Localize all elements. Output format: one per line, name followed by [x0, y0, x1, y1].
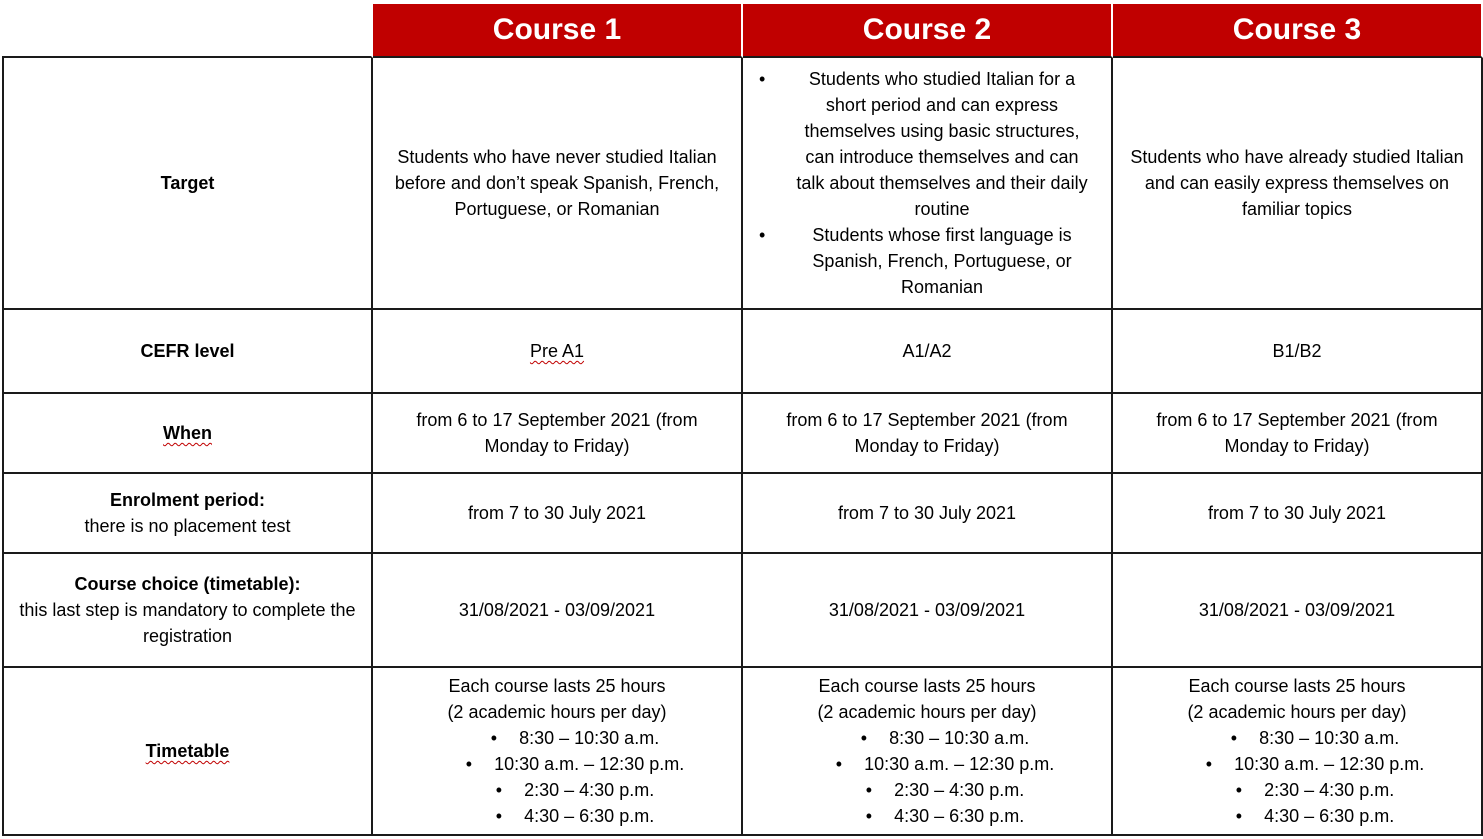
cefr-course-3-value: B1/B2	[1272, 341, 1322, 361]
enrolment-label: Enrolment period:	[109, 490, 265, 510]
timetable-slots	[800, 725, 1054, 829]
time-slot: 4:30 – 6:30 p.m.	[524, 806, 655, 826]
when-course-2: from 6 to 17 September 2021 (from Monday to Friday)	[743, 394, 1113, 474]
cefr-course-1	[373, 310, 743, 394]
list-item	[430, 777, 684, 803]
row-label-timetable	[2, 668, 373, 836]
list-item	[430, 803, 684, 829]
bullet-icon: •	[495, 780, 503, 800]
bullet-icon: •	[495, 806, 503, 826]
time-slot: 10:30 a.m. – 12:30 p.m.	[494, 754, 685, 774]
timetable-course-1	[373, 668, 743, 836]
bullet-icon: •	[759, 69, 766, 89]
row-label-target: Target	[2, 58, 373, 310]
timetable-course-3	[1113, 668, 1483, 836]
list-item	[755, 66, 1099, 222]
target-course-3	[1113, 58, 1483, 310]
cefr-course-1-value: Pre A1	[529, 341, 585, 361]
list-item	[430, 751, 684, 777]
row-label-cefr: CEFR level	[2, 310, 373, 394]
timetable-line-2: (2 academic hours per day)	[447, 702, 667, 722]
timetable-line-1: Each course lasts 25 hours	[818, 676, 1036, 696]
timetable-line-1: Each course lasts 25 hours	[448, 676, 666, 696]
target-course-3-text: Students who have already studied Italian and can easily express themselves on familiar topics	[1130, 147, 1464, 219]
bullet-icon: •	[465, 754, 473, 774]
time-slot: 8:30 – 10:30 a.m.	[889, 728, 1030, 748]
course-choice-course-2: 31/08/2021 - 03/09/2021	[743, 554, 1113, 668]
enrolment-course-2: from 7 to 30 July 2021	[743, 474, 1113, 554]
list-item	[800, 777, 1054, 803]
list-item	[430, 725, 684, 751]
bullet-icon: •	[1235, 780, 1243, 800]
bullet-icon: •	[865, 806, 873, 826]
cefr-course-2	[743, 310, 1113, 394]
course-choice-label: Course choice (timetable):	[74, 574, 301, 594]
timetable-label: Timetable	[145, 741, 230, 761]
header-corner	[2, 0, 373, 58]
cefr-course-3	[1113, 310, 1483, 394]
target-course-2-bullet-2: Students whose first language is Spanish, French, Portuguese, or Romanian	[812, 225, 1072, 297]
header-course-2: Course 2	[743, 0, 1113, 58]
bullet-icon: •	[759, 225, 766, 245]
list-item	[800, 725, 1054, 751]
list-item	[800, 751, 1054, 777]
when-label: When	[163, 423, 212, 443]
row-label-course-choice	[2, 554, 373, 668]
list-item	[1170, 751, 1424, 777]
when-course-3: from 6 to 17 September 2021 (from Monday to Friday)	[1113, 394, 1483, 474]
header-course-3: Course 3	[1113, 0, 1483, 58]
target-course-1-text: Students who have never studied Italian before and don’t speak Spanish, French, Portuguese, or Romanian	[394, 147, 720, 219]
timetable-line-1: Each course lasts 25 hours	[1188, 676, 1406, 696]
enrolment-course-3: from 7 to 30 July 2021	[1113, 474, 1483, 554]
bullet-icon: •	[1235, 806, 1243, 826]
list-item	[1170, 725, 1424, 751]
course-choice-sublabel: this last step is mandatory to complete the registration	[19, 600, 356, 646]
enrolment-course-1: from 7 to 30 July 2021	[373, 474, 743, 554]
list-item	[800, 803, 1054, 829]
time-slot: 2:30 – 4:30 p.m.	[894, 780, 1025, 800]
when-course-1: from 6 to 17 September 2021 (from Monday to Friday)	[373, 394, 743, 474]
list-item	[1170, 777, 1424, 803]
course-choice-course-1: 31/08/2021 - 03/09/2021	[373, 554, 743, 668]
time-slot: 4:30 – 6:30 p.m.	[1264, 806, 1395, 826]
list-item	[1170, 803, 1424, 829]
bullet-icon: •	[1205, 754, 1213, 774]
list-item	[755, 222, 1099, 300]
time-slot: 8:30 – 10:30 a.m.	[1259, 728, 1400, 748]
timetable-slots	[430, 725, 684, 829]
row-label-enrolment	[2, 474, 373, 554]
time-slot: 10:30 a.m. – 12:30 p.m.	[1234, 754, 1425, 774]
target-course-1	[373, 58, 743, 310]
target-course-2-list	[755, 66, 1099, 300]
row-label-when	[2, 394, 373, 474]
timetable-line-2: (2 academic hours per day)	[817, 702, 1037, 722]
bullet-icon: •	[1230, 728, 1238, 748]
time-slot: 10:30 a.m. – 12:30 p.m.	[864, 754, 1055, 774]
target-course-2	[743, 58, 1113, 310]
timetable-slots	[1170, 725, 1424, 829]
bullet-icon: •	[490, 728, 498, 748]
timetable-course-2	[743, 668, 1113, 836]
cefr-course-2-value: A1/A2	[902, 341, 952, 361]
time-slot: 2:30 – 4:30 p.m.	[524, 780, 655, 800]
bullet-icon: •	[835, 754, 843, 774]
time-slot: 8:30 – 10:30 a.m.	[519, 728, 660, 748]
bullet-icon: •	[860, 728, 868, 748]
timetable-line-2: (2 academic hours per day)	[1187, 702, 1407, 722]
time-slot: 2:30 – 4:30 p.m.	[1264, 780, 1395, 800]
target-course-2-bullet-1: Students who studied Italian for a short period and can express themselves using basic structures, can introduce themselves and can talk about themselves and their daily routine	[796, 69, 1088, 219]
course-choice-course-3: 31/08/2021 - 03/09/2021	[1113, 554, 1483, 668]
time-slot: 4:30 – 6:30 p.m.	[894, 806, 1025, 826]
header-course-1: Course 1	[373, 0, 743, 58]
enrolment-sublabel: there is no placement test	[84, 516, 291, 536]
bullet-icon: •	[865, 780, 873, 800]
